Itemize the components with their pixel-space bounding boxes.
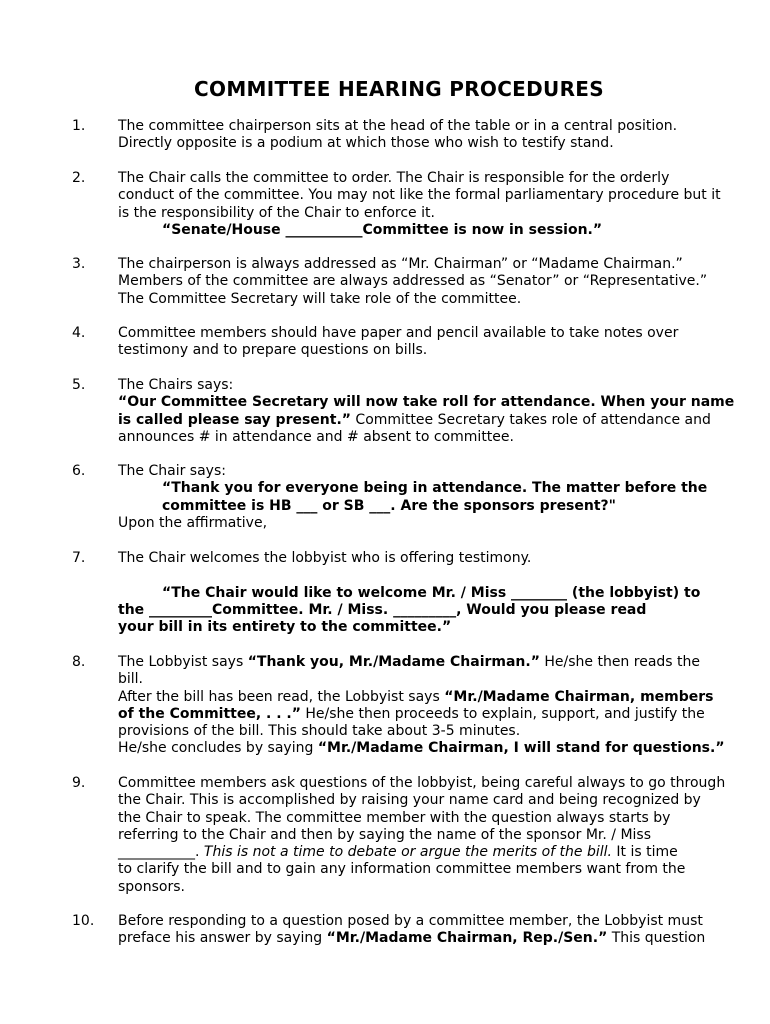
chair-quote: the _________Committee. Mr. / Miss. _________, Would you please read [118,601,647,618]
item-number: 10. [72,913,95,929]
text-line: the Chair to speak. The committee member with the question always starts by [118,809,671,826]
text-span: After the bill has been read, the Lobbyist says [118,688,445,705]
text-line [118,844,730,861]
item-number: 7. [72,550,86,566]
text-line: conduct of the committee. You may not like the formal parliamentary procedure but it [118,187,721,204]
text-line: is the responsibility of the Chair to enforce it. [118,204,435,221]
text-line [118,706,730,723]
text-span: preface his answer by saying [118,930,327,947]
text-span: He/she then proceeds to explain, support, and justify the [300,705,705,722]
item-number: 4. [72,325,86,341]
item-text [118,377,735,446]
lobbyist-quote: “Mr./Madame Chairman, members [444,688,714,705]
text-line [118,654,730,671]
text-line: The Chair calls the committee to order. The Chair is responsible for the orderly [118,170,670,186]
blank-line [118,567,730,584]
item-number: 5. [72,377,86,393]
text-line [118,930,730,947]
text-line: bill. [118,671,144,688]
text-line: Before responding to a question posed by a committee member, the Lobbyist must [118,913,703,929]
text-line: Committee members ask questions of the lobbyist, being careful always to go through [118,775,726,791]
chair-quote: “Thank you for everyone being in attendance. The matter before the [162,480,708,497]
item-text [118,170,730,239]
lobbyist-quote: “Mr./Madame Chairman, I will stand for questions.” [317,740,725,757]
item-text [118,325,730,360]
text-line: The committee chairperson sits at the head of the table or in a central position. [118,118,678,134]
text-line: announces # in attendance and # absent to committee. [118,428,514,445]
item-text [118,463,730,532]
lobbyist-quote: “Thank you, Mr./Madame Chairman.” [247,654,540,670]
text-span: He/she concludes by saying [118,740,318,757]
text-line: Directly opposite is a podium at which those who wish to testify stand. [118,135,614,152]
text-span: ___________. [118,844,200,861]
text-line: Committee members should have paper and pencil available to take notes over [118,325,679,341]
text-line: Members of the committee are always addressed as “Senator” or “Representative.” [118,273,708,290]
chair-quote: “Senate/House ___________Committee is now in session.” [162,221,603,238]
text-line: testimony and to prepare questions on bills. [118,342,428,359]
text-span: He/she then reads the [539,654,701,670]
lobbyist-quote: of the Committee, . . .” [118,705,301,722]
text-line: referring to the Chair and then by saying the name of the sponsor Mr. / Miss [118,826,651,843]
text-line: the Chair. This is accomplished by raising your name card and being recognized by [118,792,701,809]
chair-quote: “The Chair would like to welcome Mr. / Miss ________ (the lobbyist) to [162,584,701,601]
italic-note: This is not a time to debate or argue the merits of the bill. [199,844,612,861]
item-text [118,775,730,896]
lobbyist-quote: “Mr./Madame Chairman, Rep./Sen.” [326,930,608,947]
text-line [118,740,730,757]
chair-quote: committee is HB ___ or SB ___. Are the sponsors present?" [162,497,616,514]
text-line: Upon the affirmative, [118,514,268,531]
item-text [118,913,730,948]
text-line: The Chair welcomes the lobbyist who is offering testimony. [118,550,532,566]
text-line: The Chair says: [118,463,226,479]
text-span: This question [607,930,706,947]
item-number: 2. [72,170,86,186]
text-span: The Lobbyist says [118,654,248,670]
item-number: 1. [72,118,86,134]
page-title: COMMITTEE HEARING PROCEDURES [194,77,604,101]
item-number: 3. [72,256,86,272]
text-span: Committee Secretary takes role of attendance and [350,411,711,428]
text-line: The chairperson is always addressed as “Mr. Chairman” or “Madame Chairman.” [118,256,683,272]
chair-quote: “Our Committee Secretary will now take roll for attendance. When your name [118,394,735,411]
item-number: 6. [72,463,86,479]
text-line: sponsors. [118,878,185,895]
item-text [118,256,730,308]
text-line: The Chairs says: [118,377,234,393]
text-line [118,689,730,706]
item-number: 8. [72,654,86,670]
text-line: to clarify the bill and to gain any information committee members want from the [118,861,686,878]
text-line: The Committee Secretary will take role of the committee. [118,290,522,307]
item-text [118,550,730,636]
chair-quote: is called please say present.” [118,411,351,428]
text-span: It is time [611,844,678,861]
item-number: 9. [72,775,86,791]
item-text [118,118,730,153]
text-line: provisions of the bill. This should take about 3-5 minutes. [118,723,521,740]
chair-quote: your bill in its entirety to the committee.” [118,619,452,636]
item-text [118,654,730,758]
text-line [118,412,730,429]
